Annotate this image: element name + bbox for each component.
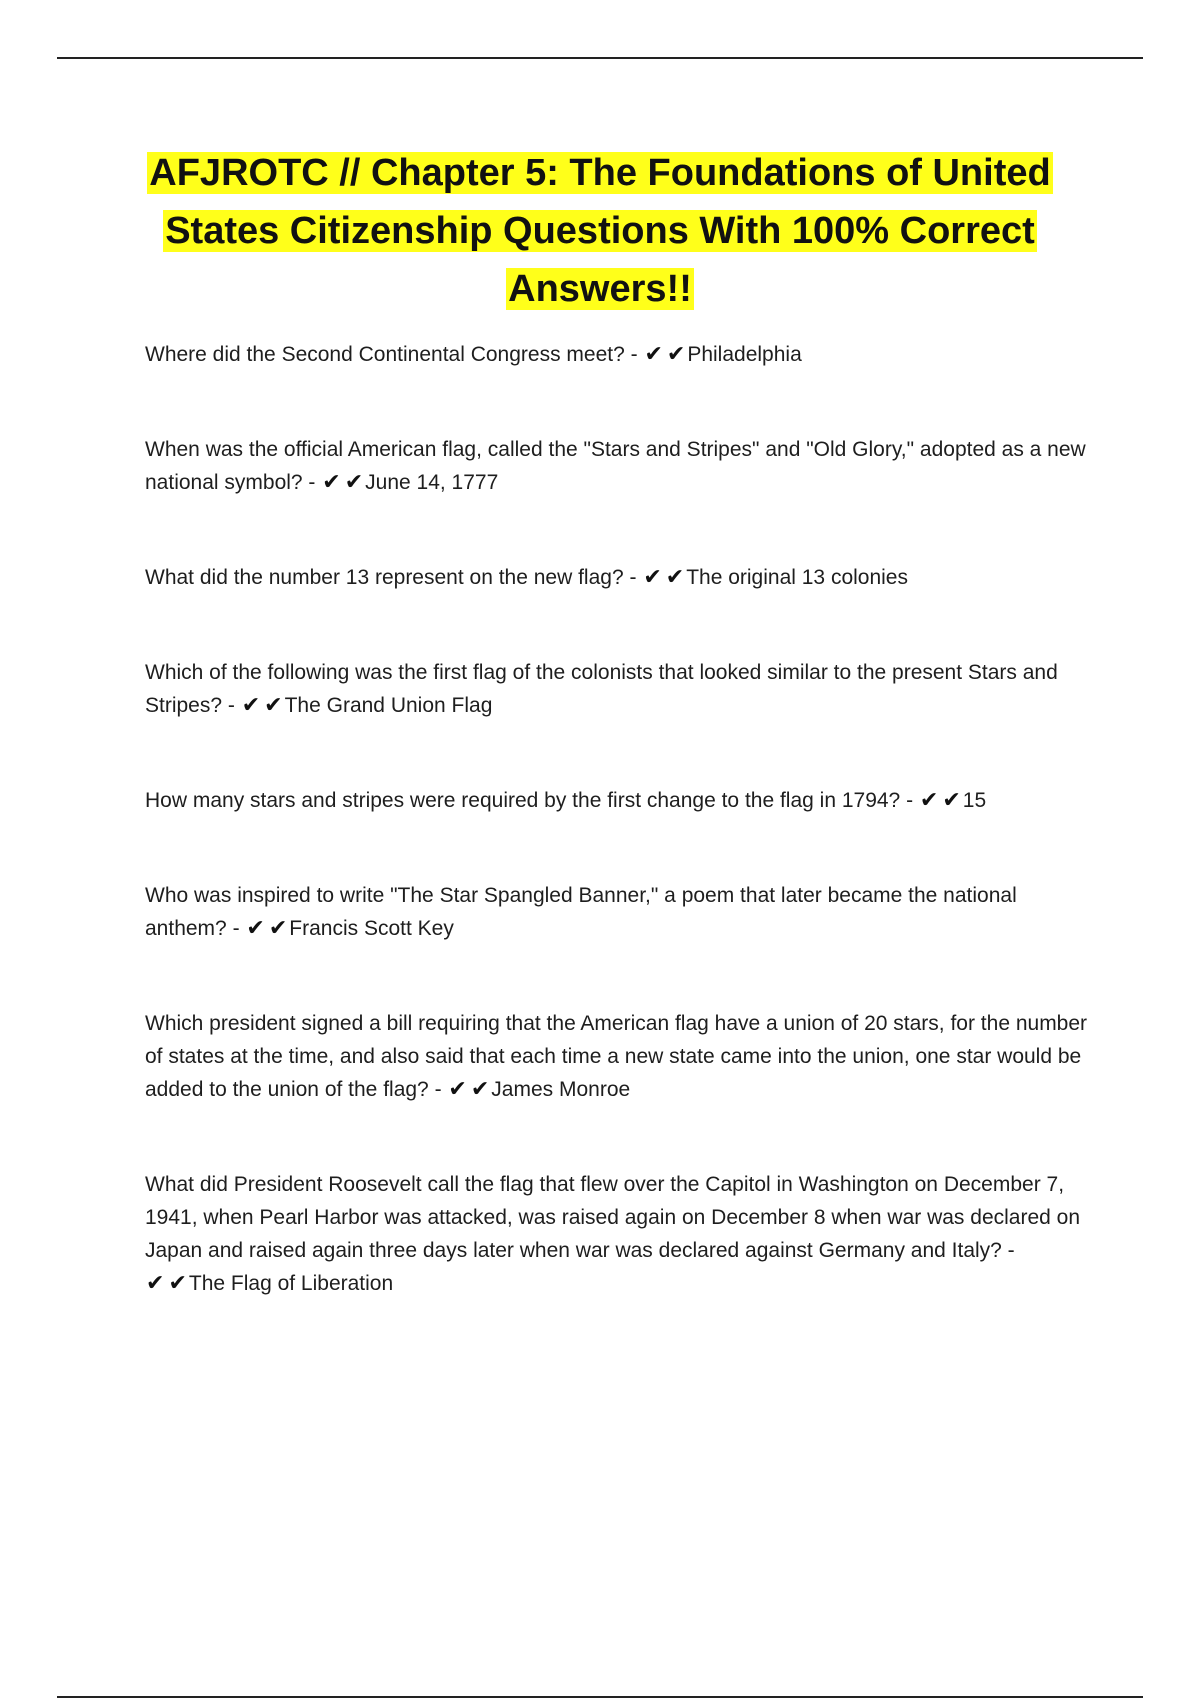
qa-item: [145, 1007, 1090, 1106]
check-icon: ✔: [268, 916, 288, 941]
question-text: Which president signed a bill requiring that the American flag have a union of 20 stars, for the number of states at the time, and also said that each time a new state came into the union, one star would be added to the union of the flag?: [145, 1012, 1088, 1101]
qa-item: [145, 338, 1090, 371]
question-text: Who was inspired to write "The Star Spangled Banner," a poem that later became the national anthem?: [145, 884, 1017, 940]
separator: -: [624, 343, 644, 366]
answer-text: The original 13 colonies: [686, 566, 908, 589]
title-highlight: AFJROTC // Chapter 5: The Foundations of United States Citizenship Questions With 100% Correct Answers!!: [149, 152, 1051, 310]
check-icon: ✔: [470, 1077, 490, 1102]
check-icon: ✔: [666, 342, 686, 367]
title-block: [100, 144, 1100, 318]
check-icon: ✔: [241, 693, 261, 718]
qa-item: [145, 433, 1090, 499]
check-icon: ✔: [344, 470, 364, 495]
separator: -: [1001, 1239, 1015, 1262]
answer-text: James Monroe: [491, 1078, 631, 1101]
check-icon: ✔: [919, 788, 939, 813]
footer-rule: [57, 1696, 1143, 1698]
qa-list: [145, 338, 1090, 1300]
question-text: When was the official American flag, called the "Stars and Stripes" and "Old Glory," adopted as a new national symbol?: [145, 438, 1086, 494]
qa-item: [145, 656, 1090, 722]
question-text: Which of the following was the first flag of the colonists that looked similar to the present Stars and Stripes?: [145, 661, 1058, 717]
question-text: What did President Roosevelt call the flag that flew over the Capitol in Washington on December 7, 1941, when Pearl Harbor was attacked, was raised again on December 8 when war was declared on Japan and raised again three days later when war was declared against Germany and Italy?: [145, 1173, 1081, 1262]
check-icon: ✔: [942, 788, 961, 813]
qa-item: [145, 784, 1090, 817]
separator: -: [900, 789, 919, 812]
separator: -: [226, 917, 246, 940]
header-rule: [57, 57, 1143, 59]
answer-text: June 14, 1777: [365, 471, 499, 494]
check-icon: ✔: [246, 916, 265, 941]
separator: -: [302, 471, 322, 494]
qa-item: [145, 1168, 1090, 1300]
document-title: [100, 144, 1100, 318]
qa-item: [145, 561, 1090, 594]
answer-text: The Grand Union Flag: [284, 694, 493, 717]
check-icon: ✔: [643, 565, 662, 590]
answer-text: The Flag of Liberation: [188, 1272, 394, 1295]
answer-text: Francis Scott Key: [289, 917, 454, 940]
qa-item: [145, 879, 1090, 945]
question-text: How many stars and stripes were required by the first change to the flag in 1794?: [145, 789, 901, 812]
question-text: What did the number 13 represent on the new flag?: [145, 566, 624, 589]
question-text: Where did the Second Continental Congress meet?: [145, 343, 625, 366]
check-icon: ✔: [665, 565, 685, 590]
answer-text: Philadelphia: [687, 343, 802, 366]
check-icon: ✔: [644, 342, 663, 367]
separator: -: [222, 694, 241, 717]
separator: -: [623, 566, 643, 589]
check-icon: ✔: [448, 1077, 467, 1102]
check-icon: ✔: [322, 470, 341, 495]
answer-text: 15: [962, 789, 987, 812]
separator: -: [428, 1078, 448, 1101]
check-icon: ✔: [168, 1271, 187, 1296]
check-icon: ✔: [146, 1271, 165, 1296]
check-icon: ✔: [264, 693, 283, 718]
